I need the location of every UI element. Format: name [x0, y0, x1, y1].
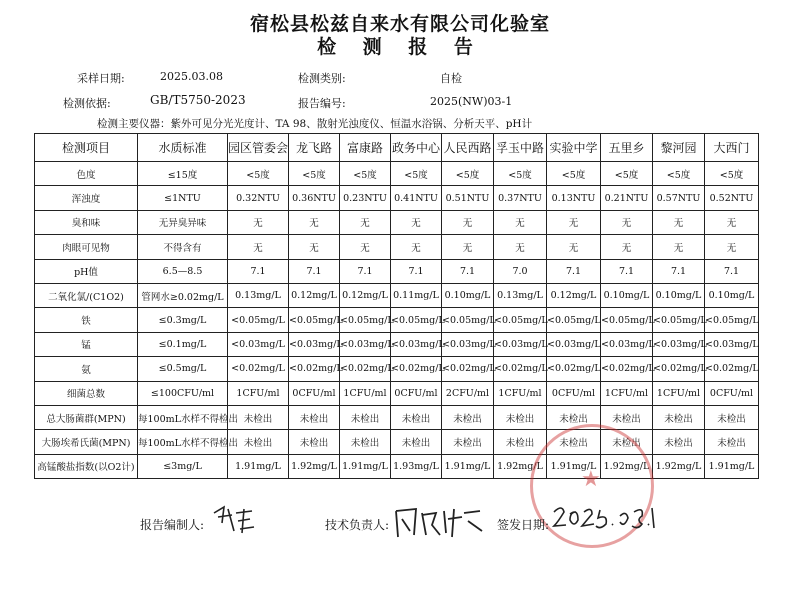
cell-standard: 不得含有 — [138, 235, 228, 259]
cell-item: 浑浊度 — [35, 186, 138, 210]
cell-result: 未检出 — [289, 430, 340, 454]
report-no-label: 报告编号: — [298, 97, 346, 110]
cell-standard: 每100mL水样不得检出 — [138, 405, 228, 429]
report-no: 2025(NW)03-1 — [430, 95, 513, 108]
cell-result: 0.36NTU — [289, 186, 340, 210]
cell-standard: ≤0.5mg/L — [138, 357, 228, 381]
table-row — [35, 259, 759, 283]
results-table — [34, 133, 759, 479]
cell-item: 二氧化氯/(C1O2) — [35, 283, 138, 307]
prepared-by-signature — [208, 503, 258, 537]
cell-result: 0CFU/ml — [547, 381, 601, 405]
cell-result: 7.1 — [289, 259, 340, 283]
cell-result: 1.92mg/L — [653, 454, 705, 478]
cell-result: 未检出 — [601, 405, 653, 429]
cell-result: <0.03mg/L — [228, 332, 289, 356]
cell-result: 1CFU/ml — [494, 381, 547, 405]
cell-result: 0.11mg/L — [391, 283, 442, 307]
cell-result: 0.37NTU — [494, 186, 547, 210]
table-row — [35, 162, 759, 186]
cell-result: 1.91mg/L — [340, 454, 391, 478]
cell-result: 0.10mg/L — [705, 283, 759, 307]
table-row — [35, 381, 759, 405]
cell-result: 无 — [494, 210, 547, 234]
header-item: 检测项目 — [35, 134, 138, 162]
issue-date-handwritten — [550, 500, 660, 536]
cell-item: 肉眼可见物 — [35, 235, 138, 259]
header-site: 龙飞路 — [289, 134, 340, 162]
cell-result: 未检出 — [705, 405, 759, 429]
table-row — [35, 308, 759, 332]
cell-result: <0.03mg/L — [547, 332, 601, 356]
cell-standard: 无异臭异味 — [138, 210, 228, 234]
cell-result: 0.13mg/L — [228, 283, 289, 307]
cell-result: 1CFU/ml — [228, 381, 289, 405]
cell-result: 无 — [547, 210, 601, 234]
cell-result: 7.1 — [340, 259, 391, 283]
cell-item: 细菌总数 — [35, 381, 138, 405]
cell-result: 0CFU/ml — [391, 381, 442, 405]
cell-result: 无 — [391, 210, 442, 234]
cell-standard: ≤15度 — [138, 162, 228, 186]
cell-result: <0.02mg/L — [289, 357, 340, 381]
cell-result: <0.02mg/L — [442, 357, 494, 381]
cell-result: <0.05mg/L — [340, 308, 391, 332]
cell-result: 2CFU/ml — [442, 381, 494, 405]
cell-result: 0.10mg/L — [601, 283, 653, 307]
issue-date-label: 签发日期: — [497, 518, 550, 532]
cell-item: 总大肠菌群(MPN) — [35, 405, 138, 429]
cell-standard: 6.5—8.5 — [138, 259, 228, 283]
cell-standard: ≤1NTU — [138, 186, 228, 210]
cell-result: 7.1 — [228, 259, 289, 283]
cell-result: <5度 — [601, 162, 653, 186]
cell-standard: 每100mL水样不得检出 — [138, 430, 228, 454]
tech-lead-signature — [392, 505, 488, 543]
header-site: 孚玉中路 — [494, 134, 547, 162]
cell-result: 未检出 — [228, 405, 289, 429]
cell-result: 未检出 — [340, 405, 391, 429]
cell-result: <0.05mg/L — [601, 308, 653, 332]
cell-result: 1CFU/ml — [340, 381, 391, 405]
cell-result: <0.03mg/L — [705, 332, 759, 356]
cell-result: 0.13mg/L — [494, 283, 547, 307]
cell-item: 臭和味 — [35, 210, 138, 234]
cell-result: 无 — [494, 235, 547, 259]
cell-result: <5度 — [653, 162, 705, 186]
cell-result: <5度 — [705, 162, 759, 186]
header-site: 园区管委会 — [228, 134, 289, 162]
cell-result: <0.02mg/L — [601, 357, 653, 381]
cell-standard: 管网水≥0.02mg/L — [138, 283, 228, 307]
cell-result: <0.03mg/L — [442, 332, 494, 356]
cell-result: 无 — [705, 235, 759, 259]
header-site: 实验中学 — [547, 134, 601, 162]
header-site: 人民西路 — [442, 134, 494, 162]
cell-standard: ≤0.3mg/L — [138, 308, 228, 332]
cell-result: 未检出 — [442, 430, 494, 454]
cell-item: 铁 — [35, 308, 138, 332]
cell-result: <5度 — [442, 162, 494, 186]
cell-item: 大肠埃希氏菌(MPN) — [35, 430, 138, 454]
cell-result: 7.1 — [705, 259, 759, 283]
cell-result: <0.02mg/L — [340, 357, 391, 381]
cell-standard: ≤3mg/L — [138, 454, 228, 478]
cell-result: <0.05mg/L — [547, 308, 601, 332]
cell-standard: ≤0.1mg/L — [138, 332, 228, 356]
cell-result: 无 — [289, 235, 340, 259]
cell-result: <5度 — [494, 162, 547, 186]
cell-result: 7.1 — [653, 259, 705, 283]
cell-result: 7.1 — [601, 259, 653, 283]
cell-result: 未检出 — [547, 430, 601, 454]
cell-result: 无 — [442, 210, 494, 234]
cell-result: 无 — [228, 210, 289, 234]
cell-result: <0.03mg/L — [653, 332, 705, 356]
cell-result: 0.21NTU — [601, 186, 653, 210]
basis: GB/T5750-2023 — [150, 93, 246, 107]
cell-result: 0.51NTU — [442, 186, 494, 210]
cell-item: pH值 — [35, 259, 138, 283]
cell-result: <0.05mg/L — [494, 308, 547, 332]
cell-result: 1.93mg/L — [391, 454, 442, 478]
cell-result: 无 — [391, 235, 442, 259]
cell-result: 0.13NTU — [547, 186, 601, 210]
cell-result: 未检出 — [494, 405, 547, 429]
cell-result: 7.1 — [442, 259, 494, 283]
cell-result: 0.10mg/L — [442, 283, 494, 307]
cell-result: 1.91mg/L — [547, 454, 601, 478]
cell-result: <0.05mg/L — [653, 308, 705, 332]
report-title: 宿松县松兹自来水有限公司化验室 — [249, 13, 550, 35]
cell-result: 无 — [289, 210, 340, 234]
cell-result: <5度 — [547, 162, 601, 186]
cell-result: 0.10mg/L — [653, 283, 705, 307]
table-header-row — [35, 134, 759, 162]
cell-result: <0.02mg/L — [228, 357, 289, 381]
header-site: 五里乡 — [601, 134, 653, 162]
cell-result: 1CFU/ml — [601, 381, 653, 405]
cell-result: <0.02mg/L — [653, 357, 705, 381]
cell-item: 氨 — [35, 357, 138, 381]
cell-result: <0.02mg/L — [547, 357, 601, 381]
tech-lead-label: 技术负责人: — [325, 518, 390, 532]
cell-result: 1.91mg/L — [228, 454, 289, 478]
cell-result: 无 — [442, 235, 494, 259]
cell-result: 未检出 — [653, 405, 705, 429]
cell-item: 锰 — [35, 332, 138, 356]
cell-result: <0.03mg/L — [391, 332, 442, 356]
cell-result: <0.05mg/L — [391, 308, 442, 332]
cell-result: <5度 — [228, 162, 289, 186]
cell-result: 0CFU/ml — [289, 381, 340, 405]
table-row — [35, 332, 759, 356]
table-row — [35, 430, 759, 454]
cell-result: 未检出 — [289, 405, 340, 429]
test-type-label: 检测类别: — [298, 72, 346, 85]
cell-result: 7.0 — [494, 259, 547, 283]
cell-result: 1.91mg/L — [442, 454, 494, 478]
table-row — [35, 283, 759, 307]
cell-result: <0.02mg/L — [391, 357, 442, 381]
header-site: 黎河园 — [653, 134, 705, 162]
cell-result: 无 — [228, 235, 289, 259]
cell-result: <0.02mg/L — [705, 357, 759, 381]
cell-result: <5度 — [391, 162, 442, 186]
cell-result: 无 — [653, 210, 705, 234]
prepared-by-label: 报告编制人: — [140, 518, 205, 532]
header-site: 政务中心 — [391, 134, 442, 162]
table-row — [35, 210, 759, 234]
report-subtitle: 检 测 报 告 — [317, 36, 483, 58]
cell-result: 未检出 — [228, 430, 289, 454]
cell-result: 无 — [601, 210, 653, 234]
table-row — [35, 186, 759, 210]
basis-label: 检测依据: — [63, 97, 111, 110]
cell-result: <0.03mg/L — [340, 332, 391, 356]
cell-result: 0.57NTU — [653, 186, 705, 210]
cell-result: <5度 — [340, 162, 391, 186]
cell-result: 无 — [653, 235, 705, 259]
instruments: 检测主要仪器：紫外可见分光光度计、TA 98、散射光浊度仪、恒温水浴锅、分析天平、pH计 — [97, 118, 533, 130]
sampling-date: 2025.03.08 — [160, 70, 223, 83]
table-row — [35, 235, 759, 259]
cell-result: 0.41NTU — [391, 186, 442, 210]
cell-result: 无 — [547, 235, 601, 259]
cell-result: 0.32NTU — [228, 186, 289, 210]
cell-result: <0.02mg/L — [494, 357, 547, 381]
cell-result: 0.12mg/L — [547, 283, 601, 307]
cell-result: <0.03mg/L — [601, 332, 653, 356]
cell-result: 无 — [340, 210, 391, 234]
cell-result: 1.92mg/L — [601, 454, 653, 478]
cell-result: <0.05mg/L — [442, 308, 494, 332]
test-type: 自检 — [440, 72, 462, 85]
cell-result: 未检出 — [494, 430, 547, 454]
cell-result: 0CFU/ml — [705, 381, 759, 405]
cell-result: 1.91mg/L — [705, 454, 759, 478]
table-row — [35, 357, 759, 381]
cell-result: <0.03mg/L — [494, 332, 547, 356]
cell-result: <0.03mg/L — [289, 332, 340, 356]
cell-result: <0.05mg/L — [289, 308, 340, 332]
sampling-date-label: 采样日期: — [77, 72, 125, 85]
table-row — [35, 405, 759, 429]
cell-result: 1.92mg/L — [289, 454, 340, 478]
cell-result: 1.92mg/L — [494, 454, 547, 478]
cell-item: 色度 — [35, 162, 138, 186]
cell-item: 高锰酸盐指数(以O2计) — [35, 454, 138, 478]
cell-result: <5度 — [289, 162, 340, 186]
cell-result: 无 — [705, 210, 759, 234]
cell-result: 未检出 — [547, 405, 601, 429]
seal-star-icon: ★ — [581, 467, 601, 492]
cell-result: 7.1 — [391, 259, 442, 283]
cell-result: 7.1 — [547, 259, 601, 283]
header-site: 富康路 — [340, 134, 391, 162]
cell-result: 0.12mg/L — [289, 283, 340, 307]
header-site: 大西门 — [705, 134, 759, 162]
cell-result: 0.12mg/L — [340, 283, 391, 307]
cell-result: 未检出 — [601, 430, 653, 454]
cell-result: 无 — [340, 235, 391, 259]
cell-result: 未检出 — [653, 430, 705, 454]
cell-result: 未检出 — [705, 430, 759, 454]
cell-result: 未检出 — [340, 430, 391, 454]
cell-standard: ≤100CFU/ml — [138, 381, 228, 405]
cell-result: 无 — [601, 235, 653, 259]
cell-result: 1CFU/ml — [653, 381, 705, 405]
cell-result: <0.05mg/L — [705, 308, 759, 332]
cell-result: 未检出 — [442, 405, 494, 429]
cell-result: 未检出 — [391, 405, 442, 429]
cell-result: 0.52NTU — [705, 186, 759, 210]
header-standard: 水质标准 — [138, 134, 228, 162]
cell-result: 未检出 — [391, 430, 442, 454]
cell-result: <0.05mg/L — [228, 308, 289, 332]
cell-result: 0.23NTU — [340, 186, 391, 210]
